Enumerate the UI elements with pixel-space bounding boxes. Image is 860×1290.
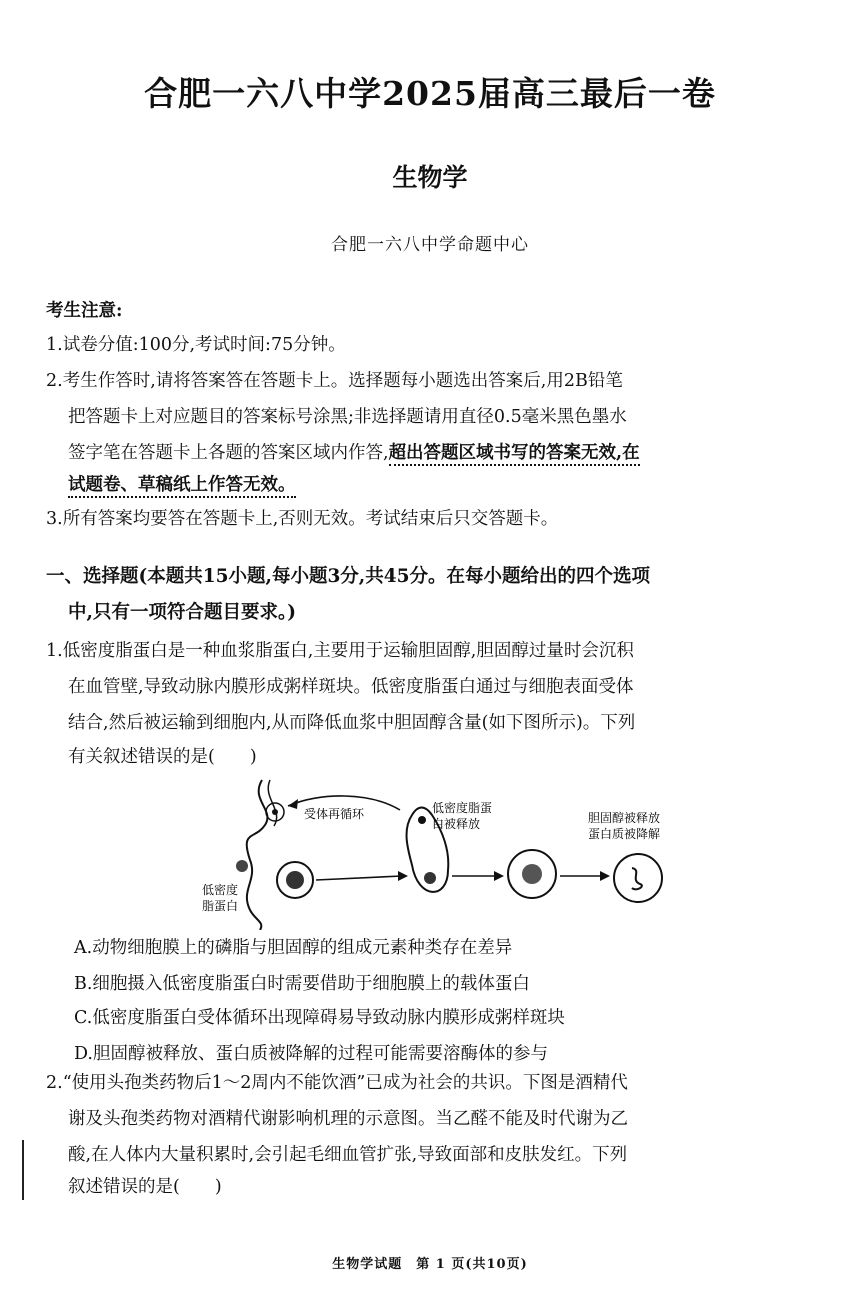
q2-line-3: 酸,在人体内大量积累时,会引起毛细血管扩张,导致面部和皮肤发红。下列: [68, 1145, 628, 1165]
section-heading-cont: 中,只有一项符合题目要求。): [68, 602, 296, 623]
notice-item-1: 1.试卷分值:100分,考试时间:75分钟。: [46, 335, 346, 355]
q2-line-2: 谢及头孢类药物对酒精代谢影响机理的示意图。当乙醛不能及时代谢为乙: [68, 1109, 628, 1129]
q1-line-1: 1.低密度脂蛋白是一种血浆脂蛋白,主要用于运输胆固醇,胆固醇过量时会沉积: [46, 641, 634, 661]
receptor-dot: [272, 809, 278, 815]
q1-option-a: A.动物细胞膜上的磷脂与胆固醇的组成元素种类存在差异: [74, 938, 513, 958]
diagram-svg: [180, 770, 720, 930]
lysosome-content: [522, 864, 542, 884]
notice-item-2: 2.考生作答时,请将答案答在答题卡上。选择题每小题选出答案后,用2B铅笔: [46, 371, 623, 391]
q1-option-d: D.胆固醇被释放、蛋白质被降解的过程可能需要溶酶体的参与: [74, 1044, 548, 1064]
arrowhead-1: [398, 871, 408, 881]
issuer-line: 合肥一六八中学命题中心: [331, 235, 529, 255]
notice-emphasis-2: 试题卷、草稿纸上作答无效。: [68, 475, 296, 498]
label-ldl-released-2: 白被释放: [432, 817, 481, 831]
label-receptor-recycle: 受体再循环: [304, 807, 365, 821]
q2-line-4: 叙述错误的是( ): [68, 1177, 222, 1197]
q2-line-1: 2.“使用头孢类药物后1～2周内不能饮酒”已成为社会的共识。下图是酒精代: [46, 1073, 628, 1093]
endosome-receptor: [418, 816, 426, 824]
label-ldl-released-1: 低密度脂蛋: [432, 801, 493, 815]
degradation-vesicle: [614, 854, 662, 902]
page-footer: 生物学试题 第 1 页(共10页): [332, 1257, 528, 1272]
arrowhead-2: [494, 871, 504, 881]
endosome-ldl: [424, 872, 436, 884]
q1-line-3: 结合,然后被运输到细胞内,从而降低血浆中胆固醇含量(如下图所示)。下列: [68, 713, 636, 733]
notice-item-2-cont: 把答题卡上对应题目的答案标号涂黑;非选择题请用直径0.5毫米黑色墨水: [68, 407, 627, 427]
notice-item-3: 3.所有答案均要答在答题卡上,否则无效。考试结束后只交答题卡。: [46, 509, 559, 529]
q1-option-b: B.细胞摄入低密度脂蛋白时需要借助于细胞膜上的载体蛋白: [74, 974, 530, 994]
page-title: 合肥一六八中学2025届高三最后一卷: [144, 74, 716, 113]
q1-option-c: C.低密度脂蛋白受体循环出现障碍易导致动脉内膜形成粥样斑块: [74, 1008, 565, 1028]
label-protein-degraded: 蛋白质被降解: [588, 827, 661, 841]
margin-mark: [22, 1140, 24, 1200]
ldl-endocytosis-diagram: [180, 770, 720, 930]
arrowhead-3: [600, 871, 610, 881]
cell-membrane: [247, 780, 268, 930]
label-ldl-2: 脂蛋白: [202, 899, 239, 913]
notice-item-2-cont3: [68, 470, 296, 500]
recycle-arrowhead: [288, 799, 298, 809]
label-cholesterol-released: 胆固醇被释放: [588, 811, 661, 825]
notice-item-2-cont2: [68, 438, 640, 468]
arrow-1: [316, 876, 402, 880]
notice-heading: 考生注意:: [46, 301, 123, 321]
degraded-fragments: [632, 868, 642, 889]
subject-title: 生物学: [392, 163, 468, 192]
q1-line-2: 在血管壁,导致动脉内膜形成粥样斑块。低密度脂蛋白通过与细胞表面受体: [68, 677, 634, 697]
label-ldl-1: 低密度: [202, 883, 239, 897]
ldl-particle-in-pit: [286, 871, 304, 889]
notice-plain-part: 签字笔在答题卡上各题的答案区域内作答,: [68, 443, 389, 463]
section-heading: 一、选择题(本题共15小题,每小题3分,共45分。在每小题给出的四个选项: [46, 566, 650, 587]
q1-line-4: 有关叙述错误的是( ): [68, 747, 257, 767]
notice-emphasis-1: 超出答题区域书写的答案无效,在: [389, 443, 640, 466]
ldl-particle: [236, 860, 248, 872]
